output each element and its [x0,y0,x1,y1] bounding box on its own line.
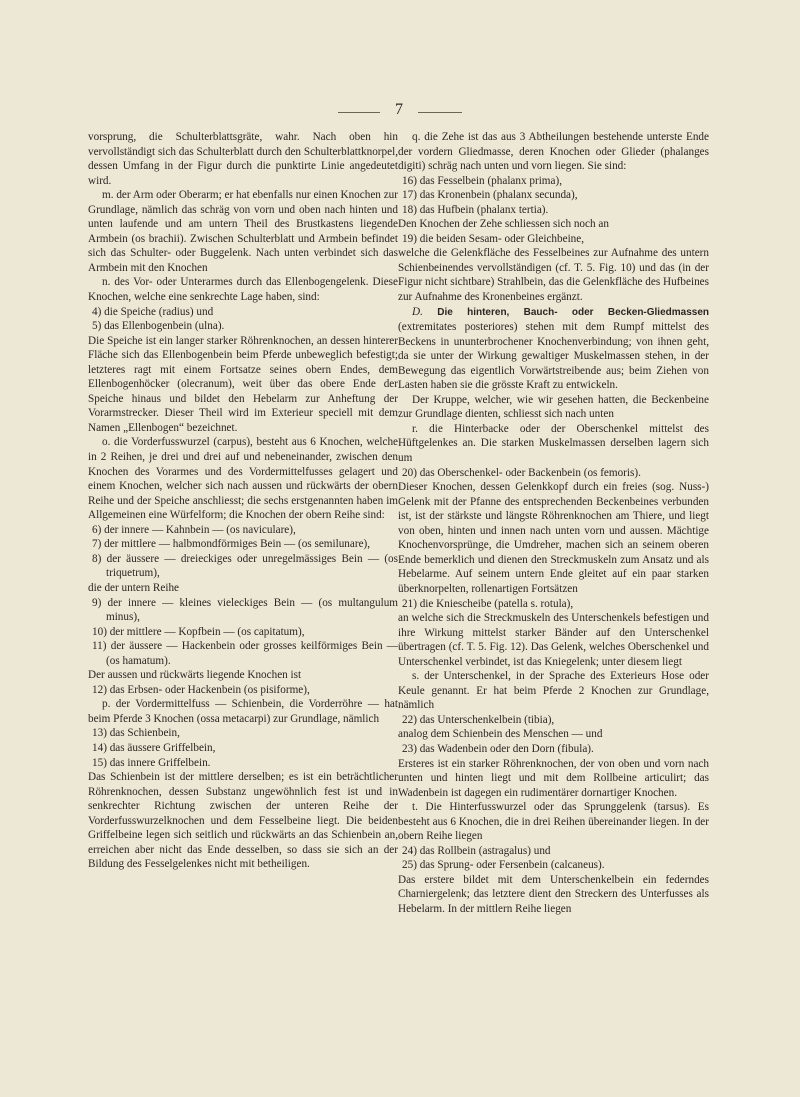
header-rule-right [418,112,462,113]
paragraph: Das Schienbein ist der mittlere derselben; es ist ein beträchtlicher Röhrenknochen, dessen Substanz ungewöhnlich fest ist und in senkrechter Richtung zwischen der unteren Reihe der Vorderfusswurzelknochen und dem Fesselbeine liegt. Die beiden Griffelbeine legen sich seitlich und rückwärts an das Schienbein an, erreichen aber nicht das Ende desselben, so dass sie sich an der Bildung des Fesselgelenkes nicht mit betheiligen. [88,771,398,871]
section-s: s. der Unterschenkel, in der Sprache des Exterieurs Hose oder Keule genannt. Er hat beim Pferde 2 Knochen zur Grundlage, nämlich [398,670,709,712]
list-item: 8) der äussere — dreieckiges oder unregelmässiges Bein — (os triquetrum), [92,552,398,580]
list-item: 9) der innere — kleines vieleckiges Bein — (os multangulum minus), [92,596,398,624]
section-r: r. die Hinterbacke oder der Oberschenkel mittelst des Hüftgelenkes an. Die starken Muskelmassen derselben lagern sich um [398,422,709,465]
list-item: 21) die Kniescheibe (patella s. rotula), [402,597,574,610]
paragraph: Die Speiche ist ein langer starker Röhrenknochen, an dessen hinterer Fläche sich das Ellenbogenbein beim Pferde unbeweglich befestigt; letzteres ragt mit einem Fortsatze seines obern Endes, dem Ellenbogenhöcker (olecranum), weit über das obere Ende der Speiche hinaus und bildet den Hebelarm zur Anheftung der Vorarmstrecker. Dieser Theil wird im Exterieur speciell mit dem Namen „Ellenbogen“ bezeichnet. [88,334,398,434]
list-item: 16) das Fesselbein (phalanx prima), [402,174,563,187]
list-item: 19) die beiden Sesam- oder Gleichbeine, [402,232,585,245]
list-item: 5) das Ellenbogenbein (ulna). [92,320,225,333]
list-item: 14) das äussere Griffelbein, [92,741,216,754]
paragraph: Dieser Knochen, dessen Gelenkkopf durch ein freies (sog. Nuss-) Gelenk mit der Pfanne des entsprechenden Beckenbeines verbunden ist, ist der stärkste und längste Röhrenknochen am Thiere, und liegt von oben, hinten und innen nach unten vorn und aussen. Mächtige Knochenvorsprünge, die Umdreher, machen sich an seinem oberen Ende bemerklich und dienen den Streckmuskeln zum Ansatz und als Hebelarme. Auf seinem untern Ende gleitet auf ein paar starken überknorpelten, rollenartigen Fortsätzen [398,481,709,595]
section-t: t. Die Hinterfusswurzel oder das Sprunggelenk (tarsus). Es besteht aus 6 Knochen, die in drei Reihen übereinander liegen. In der obern Reihe liegen [398,801,709,843]
section-o: o. die Vorderfusswurzel (carpus), besteht aus 6 Knochen, welche in 2 Reihen, je drei und drei auf und nebeneinander, zwischen den Knochen des Vorarmes und des Vordermittelfusses gelagert und einem Knochen, welcher sich nach aussen und rückwärts der obern Reihe und der Speiche anschliesst; die sechs erstgenannten haben im Allgemeinen eine Würfelform; die Knochen der obern Reihe sind: [88,436,398,522]
section-m: m. der Arm oder Oberarm; er hat ebenfalls nur einen Knochen zur Grundlage, nämlich das schräg von vorn und oben nach hinten und unten laufende und am untern Theil des Brustkastens liegende Armbein (os brachii). Zwischen Schulterblatt und Armbein befindet sich das Schulter- oder Buggelenk. Nach unten verbindet sich das Armbein mit den Knochen [88,189,398,274]
paragraph: Ersteres ist ein starker Röhrenknochen, der von oben und vorn nach unten und hinten liegt und mit dem Rollbeine articulirt; das Wadenbein ist dagegen ein rudimentärer dornartiger Knochen. [398,757,709,799]
section-heading: Die hinteren, Bauch- oder Becken-Gliedmassen [437,306,710,318]
page-number: 7 [395,101,403,118]
paragraph: die der untern Reihe [88,581,180,594]
list-item: 4) die Speiche (radius) und [92,305,214,318]
section-n: n. des Vor- oder Unterarmes durch das Ellenbogengelenk. Diese Knochen, welche eine senkrechte Lage haben, sind: [88,276,398,304]
list-item: 13) das Schienbein, [92,727,180,740]
section-d [398,305,709,393]
section-q: q. die Zehe ist das aus 3 Abtheilungen bestehende unterste Ende der vordern Gliedmasse, deren Knochen oder Glieder (phalanges digiti) schräg nach unten und vorn liegen. Sie sind: [398,131,709,173]
section-text: (extremitates posteriores) stehen mit dem Rumpf mittelst des Beckens in ununterbrochener Knochenverbindung; von ihnen geht, da sie unter der Wirkung gewaltiger Muskelmassen stehen, in der Bewegung das eigentlich Vorwärtstreibende aus; beim Ziehen von Lasten haben sie die grösste Kraft zu entwickeln. [398,321,709,392]
list-item: 11) der äussere — Hackenbein oder grosses keilförmiges Bein — (os hamatum). [92,640,398,667]
list-item: 24) das Rollbein (astragalus) und [402,844,551,857]
paragraph: Der aussen und rückwärts liegende Knochen ist [88,669,302,682]
paragraph: vorsprung, die Schulterblattsgräte, wahr. Nach oben hin vervollständigt sich das Schulterblatt durch den Schulterblattknorpel, dessen Umfang in der Figur durch die punktirte Linie angedeutet wird. [88,131,398,187]
list-item: 6) der innere — Kahnbein — (os naviculare), [92,523,296,536]
list-item: 12) das Erbsen- oder Hackenbein (os pisiforme), [92,683,310,696]
page-header [0,100,800,122]
paragraph: an welche sich die Streckmuskeln des Unterschenkels befestigen und ihre Wirkung mittelst starker Bänder auf den Unterschenkel übertragen (cf. T. 5. Fig. 12). Das Gelenk, welches Oberschenkel und Unterschenkel verbindet, ist das Kniegelenk; unter diesem liegt [398,612,709,668]
list-item: 10) der mittlere — Kopfbein — (os capitatum), [92,625,305,638]
list-item: 18) das Hufbein (phalanx tertia). [402,203,549,216]
right-column [398,130,709,917]
left-column [88,130,398,872]
list-item: 15) das innere Griffelbein. [92,756,211,769]
list-item: 22) das Unterschenkelbein (tibia), [402,713,555,726]
list-item: 23) das Wadenbein oder den Dorn (fibula). [402,742,594,755]
list-item: 20) das Oberschenkel- oder Backenbein (os femoris). [402,466,641,479]
list-item: 17) das Kronenbein (phalanx secunda), [402,189,578,202]
paragraph: Das erstere bildet mit dem Unterschenkelbein ein federndes Charniergelenk; das letztere dient den Streckern des Unterfusses als Hebelarm. In der mittlern Reihe liegen [398,873,709,915]
paragraph: Den Knochen der Zehe schliessen sich noch an [398,218,609,231]
paragraph: Der Kruppe, welcher, wie wir gesehen hatten, die Beckenbeine zur Grundlage dienten, schliesst sich nach unten [398,393,709,421]
paragraph: welche die Gelenkfläche des Fesselbeines zur Aufnahme des untern Schienbeinendes vervollständigen (cf. T. 5. Fig. 10) und das (in der Figur nicht sichtbare) Strahlbein, das die Gelenkfläche des Hufbeines zur Aufnahme des Kronenbeines ergänzt. [398,247,709,304]
list-item: 25) das Sprung- oder Fersenbein (calcaneus). [402,859,605,872]
section-p: p. der Vordermittelfuss — Schienbein, die Vorderröhre — hat beim Pferde 3 Knochen (ossa metacarpi) zur Grundlage, nämlich [88,698,398,725]
section-letter: D. [412,305,423,318]
paragraph: analog dem Schienbein des Menschen — und [398,728,603,741]
list-item: 7) der mittlere — halbmondförmiges Bein — (os semilunare), [92,538,371,551]
header-rule-left [338,112,380,113]
